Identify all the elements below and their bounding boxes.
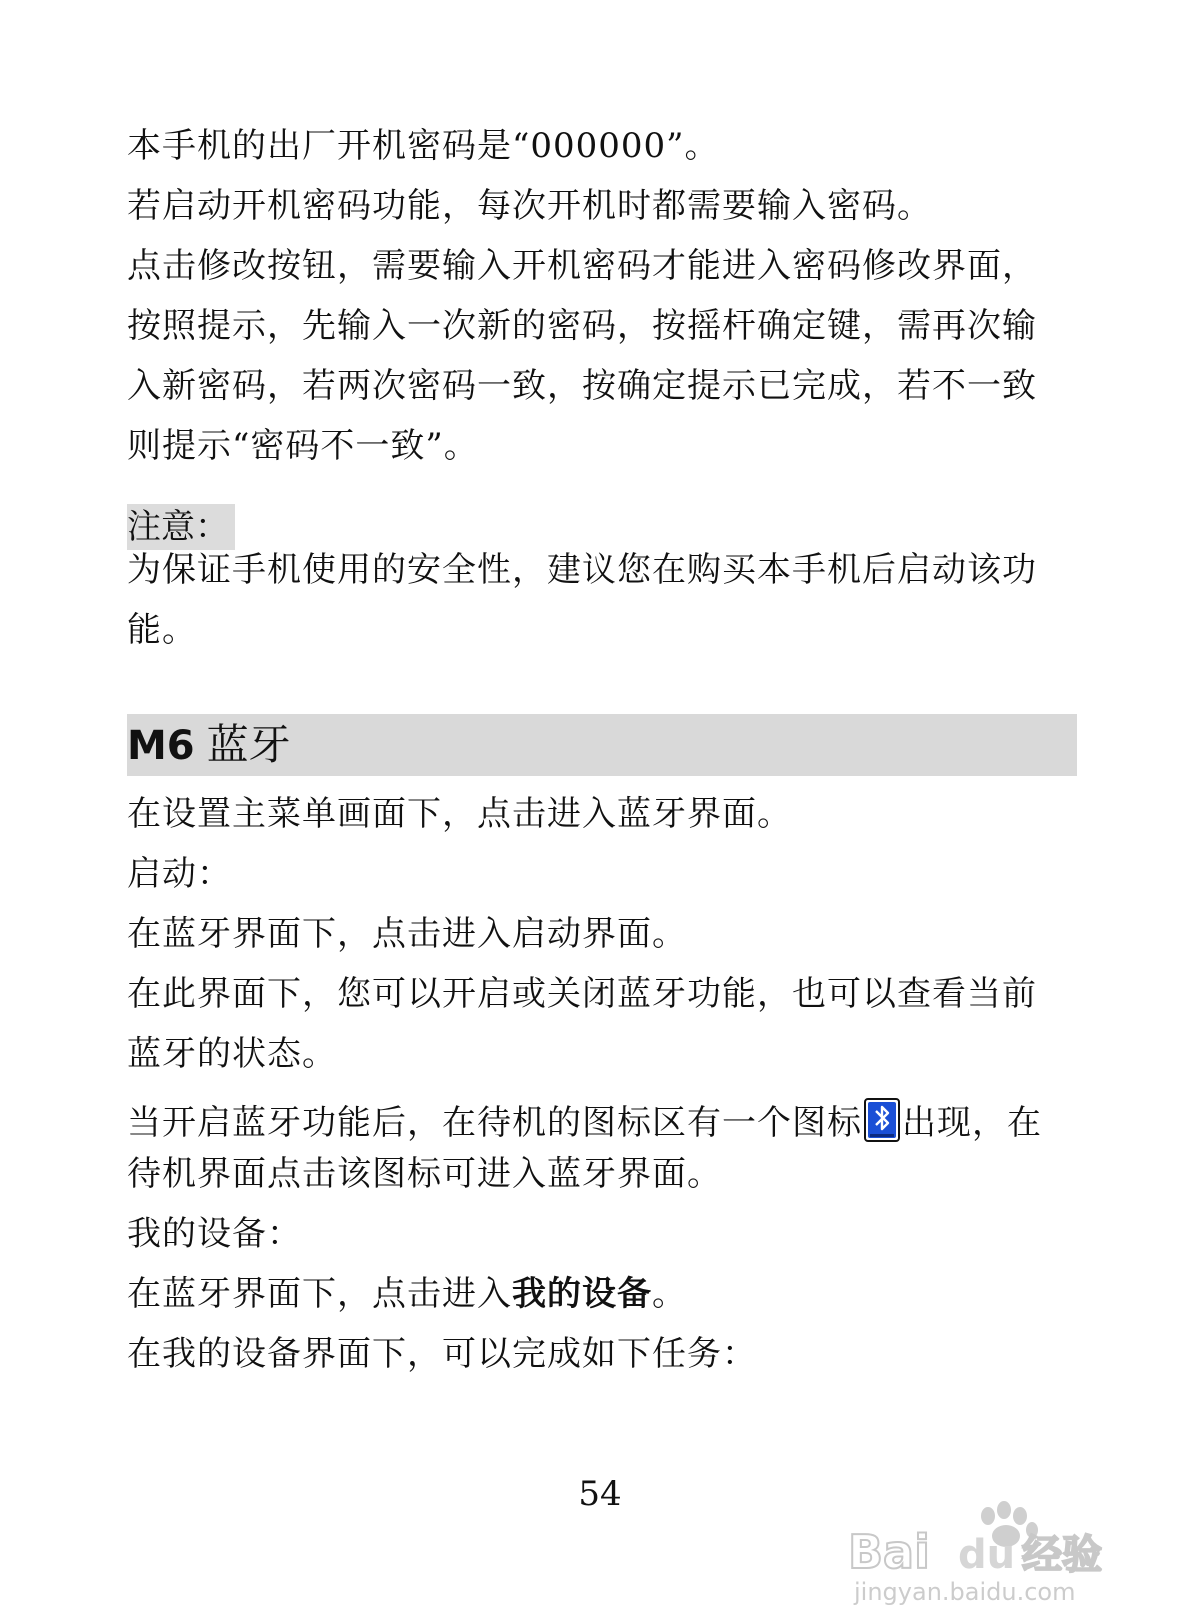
bluetooth-icon: [864, 1098, 900, 1142]
devices-line: 在我的设备界面下，可以完成如下任务：: [127, 1334, 757, 1374]
note-line: 为保证手机使用的安全性，建议您在购买本手机后启动该功: [127, 550, 1037, 590]
paragraph-line: 若启动开机密码功能，每次开机时都需要输入密码。: [127, 186, 932, 226]
svg-text:jingyan.baidu.com: jingyan.baidu.com: [854, 1578, 1076, 1606]
baidu-watermark: [846, 1496, 1136, 1606]
devices-line-bold: 我的设备: [512, 1274, 652, 1314]
paragraph-line: 本手机的出厂开机密码是“000000”。: [127, 126, 720, 166]
section-heading: [127, 714, 1077, 776]
enable-line: 在蓝牙界面下，点击进入启动界面。: [127, 914, 687, 954]
icon-line: [127, 1098, 1042, 1143]
paragraph-line: 入新密码，若两次密码一致，按确定提示已完成，若不一致: [127, 366, 1037, 406]
paragraph-line: 则提示“密码不一致”。: [127, 426, 479, 466]
enable-line: 蓝牙的状态。: [127, 1034, 337, 1074]
devices-line-suffix: 。: [652, 1274, 687, 1314]
note-line: 能。: [127, 610, 197, 650]
note-label: 注意：: [127, 504, 235, 550]
paragraph-line: 点击修改按钮，需要输入开机密码才能进入密码修改界面，: [127, 246, 1037, 286]
icon-line-before: 当开启蓝牙功能后，在待机的图标区有一个图标: [127, 1103, 862, 1143]
paragraph-line: 按照提示，先输入一次新的密码，按摇杆确定键，需再次输: [127, 306, 1037, 346]
devices-line-prefix: 在蓝牙界面下，点击进入: [127, 1274, 512, 1314]
icon-line-after: 出现，在: [902, 1103, 1042, 1143]
icon-line-2: 待机界面点击该图标可进入蓝牙界面。: [127, 1154, 722, 1194]
intro-line: 在设置主菜单画面下，点击进入蓝牙界面。: [127, 794, 792, 834]
page-number: 54: [578, 1474, 622, 1514]
svg-text:Bai: Bai: [848, 1525, 930, 1579]
enable-line: 在此界面下，您可以开启或关闭蓝牙功能，也可以查看当前: [127, 974, 1037, 1014]
devices-heading: 我的设备：: [127, 1214, 302, 1254]
svg-text:经验: 经验: [1022, 1532, 1102, 1578]
svg-text:du: du: [958, 1532, 1016, 1578]
devices-line: [127, 1274, 687, 1314]
enable-heading: 启动：: [127, 854, 232, 894]
section-title: 蓝牙: [206, 720, 291, 769]
section-number: M6: [127, 723, 195, 769]
